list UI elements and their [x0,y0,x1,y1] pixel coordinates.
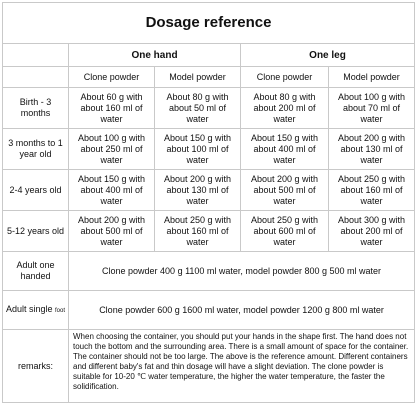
dosage-cell: About 200 g with about 500 ml of water [241,170,329,211]
dosage-cell: About 200 g with about 130 ml of water [329,129,415,170]
remarks-row [3,330,415,403]
adult-single-foot-row [3,291,415,330]
group-header-one-hand: One hand [69,44,241,67]
dosage-table [2,2,415,403]
table-title: Dosage reference [3,3,415,44]
table-row [3,211,415,252]
table-row [3,170,415,211]
dosage-cell: About 150 g with about 100 ml of water [155,129,241,170]
subheader-hand-clone: Clone powder [69,67,155,88]
dosage-cell: About 250 g with about 160 ml of water [155,211,241,252]
adult-single-foot-value: Clone powder 600 g 1600 ml water, model powder 1200 g 800 ml water [69,291,415,330]
age-label: Birth - 3 months [3,88,69,129]
subheader-hand-model: Model powder [155,67,241,88]
adult-one-handed-row [3,252,415,291]
group-header-one-leg: One leg [241,44,415,67]
adult-one-handed-label: Adult one handed [3,252,69,291]
dosage-cell: About 300 g with about 200 ml of water [329,211,415,252]
dosage-cell: About 80 g with about 200 ml of water [241,88,329,129]
table-row [3,129,415,170]
age-label: 2-4 years old [3,170,69,211]
dosage-cell: About 200 g with about 500 ml of water [69,211,155,252]
subheader-leg-model: Model powder [329,67,415,88]
remarks-text: When choosing the container, you should put your hands in the shape first. The hand does not touch the bottom and the surrounding area. There is a small amount of space for the container. The container should not be too large. The above is the reference amount. Different containers and different baby's fat and thin dosage will have a slight deviation. The clone powder is suitable for 10-20 ℃ water temperature, the higher the water temperature, the faster the solidification. [69,330,415,403]
adult-single-label-suffix: foot [55,307,66,314]
dosage-cell: About 150 g with about 400 ml of water [241,129,329,170]
dosage-cell: About 100 g with about 70 ml of water [329,88,415,129]
dosage-cell: About 150 g with about 400 ml of water [69,170,155,211]
adult-single-label-cell [3,291,69,330]
dosage-cell: About 250 g with about 160 ml of water [329,170,415,211]
age-label: 3 months to 1 year old [3,129,69,170]
table-row [3,88,415,129]
remarks-label: remarks: [3,330,69,403]
dosage-cell: About 250 g with about 600 ml of water [241,211,329,252]
subheader-blank-cell [3,67,69,88]
dosage-cell: About 100 g with about 250 ml of water [69,129,155,170]
age-label: 5-12 years old [3,211,69,252]
header-blank-cell [3,44,69,67]
dosage-cell: About 60 g with about 160 ml of water [69,88,155,129]
adult-single-label: Adult single [5,303,53,314]
subheader-leg-clone: Clone powder [241,67,329,88]
dosage-cell: About 80 g with about 50 ml of water [155,88,241,129]
adult-one-handed-value: Clone powder 400 g 1100 ml water, model powder 800 g 500 ml water [69,252,415,291]
dosage-cell: About 200 g with about 130 ml of water [155,170,241,211]
